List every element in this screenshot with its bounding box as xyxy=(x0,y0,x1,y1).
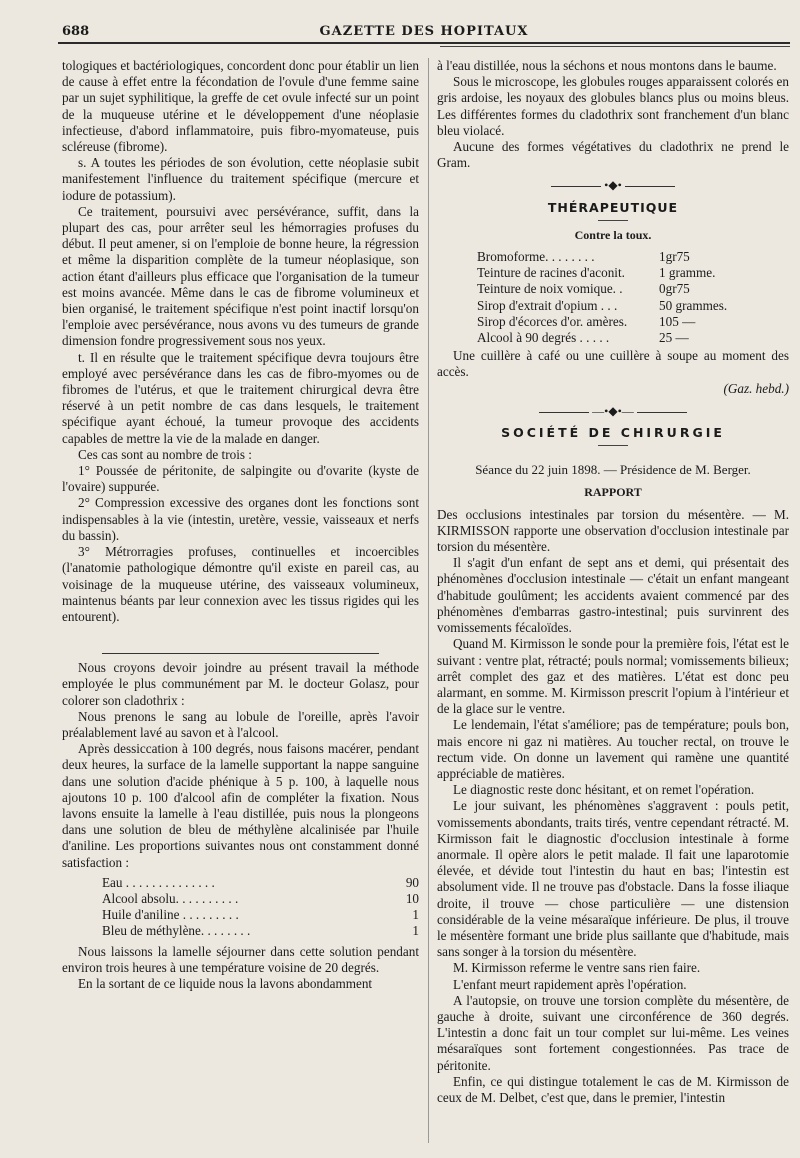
recipe-row xyxy=(477,330,789,346)
page-header xyxy=(58,20,790,44)
paragraph: Des occlusions intestinales par torsion du mésentère. — M. KIRMISSON rapporte une observation d'occlusion intestinale par torsion du mésentère. xyxy=(437,506,789,555)
report-heading: RAPPORT xyxy=(584,485,642,500)
recipe-row xyxy=(102,923,419,939)
ornament-separator: •◆• xyxy=(437,177,789,193)
section-title: THÉRAPEUTIQUE xyxy=(547,199,679,215)
recipe-quantity: 1 xyxy=(412,907,419,923)
paragraph: Après dessiccation à 100 degrés, nous faisons macérer, pendant deux heures, la surface de la lamelle supportant la nappe sanguine dans une solution d'acide phénique à 5 p. 100, à laquelle nous ajoutons 10 p. 100 d'alcool afin de compléter la fixation. Nous lavons ensuite la lamelle à l'eau distillée, puis nous la plongeons dans une solution de bleu de méthylène alcalinisée par l'huile d'aniline. Les proportions suivantes nous ont constamment donné satisfaction : xyxy=(62,741,419,870)
recipe-row xyxy=(102,875,419,891)
paragraph: Le lendemain, l'état s'améliore; pas de température; pouls bon, mais encore ni gaz ni matières. Au toucher rectal, on trouve le rectum vide. On donne un lavement qui ramène une quantité appréciable de matières. xyxy=(437,717,789,781)
recipe-ingredient: Teinture de racines d'aconit. xyxy=(477,265,625,281)
paragraph: Aucune des formes végétatives du cladothrix ne prend le Gram. xyxy=(437,139,789,171)
paragraph: 2° Compression excessive des organes dont les fonctions sont indispensables à la vie (intestin, uretère, vessie, vaisseaux et nerfs du bassin). xyxy=(62,495,419,543)
recipe-ingredient: Bromoforme. . . . . . . . xyxy=(477,249,595,265)
recipe-title: Contre la toux. xyxy=(574,227,652,242)
recipe-quantity: 25 — xyxy=(659,330,689,346)
paragraph: Quand M. Kirmisson le sonde pour la première fois, l'état est le suivant : ventre plat, rétracté; pouls normal; vomissements bilieux; arrêt complet des gaz et des matières. L'état est donc peu alarmant, en somme. M. Kirmisson prescrit l'opium à l'intérieur et de la glace sur le ventre. xyxy=(437,636,789,717)
recipe-row xyxy=(477,298,789,314)
recipe-row xyxy=(102,891,419,907)
recipe-row xyxy=(477,249,789,265)
section-title: SOCIÉTÉ DE CHIRURGIE xyxy=(501,425,725,441)
paragraph: Nous croyons devoir joindre au présent travail la méthode employée le plus communément par M. le docteur Golasz, pour colorer son cladothrix : xyxy=(62,660,419,708)
recipe-quantity: 0gr75 xyxy=(659,281,690,297)
paragraph: Enfin, ce qui distingue totalement le cas de M. Kirmisson de ceux de M. Delbet, c'est que, dans le premier, l'intestin xyxy=(437,1073,789,1105)
recipe-ingredient: Sirop d'extrait d'opium . . . xyxy=(477,297,618,313)
recipe-ingredient: Eau . . . . . . . . . . . . . . xyxy=(102,874,215,890)
recipe-row xyxy=(477,265,789,281)
paragraph: Une cuillère à café ou une cuillère à soupe au moment des accès. xyxy=(437,348,789,380)
source-citation: (Gaz. hebd.) xyxy=(723,380,789,396)
paragraph: 1° Poussée de péritonite, de salpingite ou d'ovarite (kyste de l'ovaire) suppurée. xyxy=(62,463,419,495)
recipe-ingredient: Huile d'aniline . . . . . . . . . xyxy=(102,907,239,923)
paragraph: Ce traitement, poursuivi avec persévérance, suffit, dans la plupart des cas, pour arrêter seul les hémorragies profuses du début. Il peut amener, si on l'emploie de bonne heure, la régression et même la disparition complète de la tumeur néoplasique, son action étant d'ailleurs plus efficace que l'organisation de la tumeur est moins avancée. Même dans le cas de fibrome volumineux et bien organisé, le traitement spécifique n'est point inactif lorsqu'on l'emploie avec persévérance, nous avons vu des tumeurs de grande dimension fondre progressivement sous nos yeux. xyxy=(62,203,419,349)
paragraph: Le diagnostic reste donc hésitant, et on remet l'opération. xyxy=(453,782,755,798)
ornament-separator: —•◆•— xyxy=(437,403,789,419)
recipe-quantity: 105 — xyxy=(659,313,696,329)
recipe-ingredient: Alcool absolu. . . . . . . . . . xyxy=(102,890,239,906)
right-column xyxy=(437,58,789,1106)
paragraph: t. Il en résulte que le traitement spécifique devra toujours être employé avec persévérance dans les cas de fibro-myomes ou de fibromes de l'utérus, et que le traitement chirurgical devra être réservé à un petit nombre de cas dans lesquels, le traitement spécifique ayant échoué, la tumeur provoque des accidents capables de mettre la vie de la malade en danger. xyxy=(62,349,419,446)
cough-recipe xyxy=(477,249,789,346)
recipe-quantity: 10 xyxy=(405,890,419,906)
separator-rule xyxy=(102,653,379,654)
spacer xyxy=(62,625,419,647)
session-line: Séance du 22 juin 1898. — Présidence de M. Berger. xyxy=(475,462,751,478)
stain-recipe xyxy=(102,875,419,940)
paragraph: M. Kirmisson referme le ventre sans rien faire. xyxy=(453,960,701,976)
paragraph: Nous prenons le sang au lobule de l'oreille, après l'avoir préalablement lavé au savon et à l'alcool. xyxy=(62,708,419,740)
recipe-quantity: 90 xyxy=(405,874,419,890)
paragraph: Sous le microscope, les globules rouges apparaissent colorés en gris ardoise, les noyaux des globules blancs plus ou moins bleus. Les différentes formes du cladothrix sont franchement d'un blanc bleu violacé. xyxy=(437,74,789,138)
recipe-ingredient: Teinture de noix vomique. . xyxy=(477,281,623,297)
header-rule xyxy=(440,46,790,47)
small-rule xyxy=(598,445,628,446)
recipe-row xyxy=(477,281,789,297)
paragraph: s. A toutes les périodes de son évolution, cette néoplasie subit manifestement l'influence du traitement spécifique (mercure et iodure de potassium). xyxy=(62,155,419,203)
paragraph: à l'eau distillée, nous la séchons et nous montons dans le baume. xyxy=(437,58,777,73)
paragraph: A l'autopsie, on trouve une torsion complète du mésentère, de gauche à droite, suivant une circonférence de 360 degrés. L'intestin a donc fait un tour complet sur lui-même. Les veines mésaraïques sont fortement congestionnées. Pas trace de péritonite. xyxy=(437,992,789,1073)
recipe-ingredient: Bleu de méthylène. . . . . . . . xyxy=(102,923,251,939)
recipe-row xyxy=(477,314,789,330)
recipe-ingredient: Alcool à 90 degrés . . . . . xyxy=(477,330,610,346)
paragraph: Ces cas sont au nombre de trois : xyxy=(78,446,252,462)
column-divider xyxy=(428,58,429,1143)
recipe-quantity: 1 xyxy=(412,923,419,939)
page-number: 688 xyxy=(62,24,90,39)
paragraph: tologiques et bactériologiques, concordent donc pour établir un lien de cause à effet entre la fécondation de l'ovule d'une femme saine par un sujet syphilitique, la greffe de cet ovule infecté sur un point de la muqueuse utérine et le développement d'une néoplasie infectieuse, d'abord inflammatoire, puis fibro-myomateuse, puis scléreuse (fibrome). xyxy=(62,58,419,155)
paragraph: 3° Métrorragies profuses, continuelles et incoercibles (l'anatomie pathologique démontre qu'il existe en pareil cas, au voisinage de la muqueuse utérine, des vaisseaux volumineux, maintenus béants par leur connexion avec les tissus rigides qui les entourent). xyxy=(62,544,419,624)
paragraph: Nous laissons la lamelle séjourner dans cette solution pendant environ trois heures à une température voisine de 20 degrés. xyxy=(62,943,419,975)
journal-title: GAZETTE DES HOPITAUX xyxy=(319,24,529,39)
recipe-quantity: 1gr75 xyxy=(659,249,690,265)
left-column xyxy=(62,58,419,992)
recipe-ingredient: Sirop d'écorces d'or. amères. xyxy=(477,313,628,329)
recipe-row xyxy=(102,907,419,923)
paragraph: Il s'agit d'un enfant de sept ans et demi, qui présentait des phénomènes d'occlusion intestinale — c'était un enfant mangeant d'habitude goulûment; les accidents avaient commencé par des phénomènes d'embarras gastro-intestinal; puis survinrent des vomissements fécaloïdes. xyxy=(437,555,789,636)
paragraph: Le jour suivant, les phénomènes s'aggravent : pouls petit, vomissements abondants, traits tirés, ventre cependant rétracté. M. Kirmisson fait le diagnostic d'occlusion intestinale à forme anormale. Il opère alors le petit malade. Il fait une laparotomie élevée, et dévide tout l'intestin du haut en bas; l'intestin est absolument vide. Il ne trouve pas d'obstacle. Dans la fosse iliaque droite, il trouve — chose particulière — une distension considérable de la veine mésaraïque inférieure. De plus, il trouve le mésentère formant une bride plus saillante que d'habitude, mais sans songer à la torsion du mésentère. xyxy=(437,798,789,960)
recipe-quantity: 1 gramme. xyxy=(659,265,716,281)
small-rule xyxy=(598,220,628,221)
paragraph: En la sortant de ce liquide nous la lavons abondamment xyxy=(78,975,373,991)
paragraph: L'enfant meurt rapidement après l'opération. xyxy=(453,976,687,992)
recipe-quantity: 50 grammes. xyxy=(659,297,728,313)
